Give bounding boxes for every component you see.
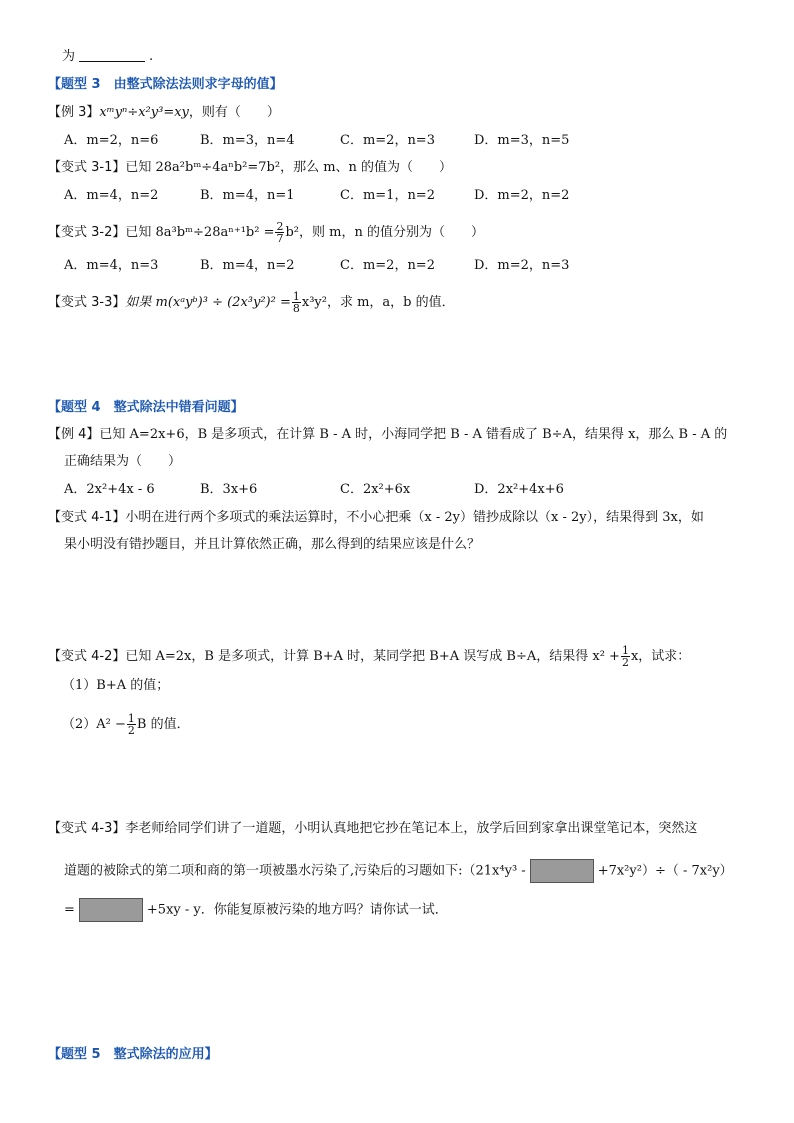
variant-3-3-question: 【变式 3-3】如果 m(xᵃyᵇ)³ ÷ (2x³y²)² = $\frac{1}{8}$ x³y²，求 m，a，b 的值． — [48, 290, 455, 315]
answer-blank — [79, 49, 145, 62]
variant-3-1-option-d: D．m=2，n=2 — [474, 188, 570, 203]
example-3-option-c: C．m=2，n=3 — [340, 133, 435, 148]
example-3-option-b: B．m=3，n=4 — [200, 133, 295, 148]
variant-3-2-option-a: A．m=4，n=3 — [64, 258, 159, 273]
variant-3-1-option-c: C．m=1，n=2 — [340, 188, 435, 203]
example-4-option-b: B．3x+6 — [200, 482, 258, 497]
variant-4-3-question-line-1: 【变式 4-3】李老师给同学们讲了一道题，小明认真地把它抄在笔记本上，放学后回到家拿出课堂笔记本，突然这 — [48, 821, 698, 836]
example-3-option-d: D．m=3，n=5 — [474, 133, 570, 148]
example-4-question-line-2: 正确结果为（ ） — [64, 454, 182, 469]
variant-4-2-question: 【变式 4-2】已知 A=2x，B 是多项式，计算 B+A 时，某同学把 B+A 误写成 B÷A，结果得 x² + $\frac{1}{2}$ x，试求： — [48, 644, 691, 669]
variant-4-2-subquestion-1: （1）B+A 的值； — [62, 678, 170, 693]
fraction: $\frac{2}{7}$ — [276, 220, 284, 245]
top-fill-line: 为 . — [62, 49, 154, 64]
variant-3-2-option-c: C．m=2，n=2 — [340, 258, 435, 273]
variant-4-3-question-line-2: 道题的被除式的第二项和商的第一项被墨水污染了,污染后的习题如下:（21x⁴y³ - +7x²y²）÷（ - 7x²y） — [64, 859, 733, 883]
example-3-question: 【例 3】xᵐyⁿ÷x²y³=xy，则有（ ） — [48, 105, 280, 120]
section-4-heading: 【题型 4 整式除法中错看问题】 — [48, 400, 244, 415]
example-4-option-c: C．2x²+6x — [340, 482, 411, 497]
fraction: $\frac{1}{8}$ — [292, 290, 300, 315]
example-4-option-d: D．2x²+4x+6 — [474, 482, 564, 497]
ink-stain-1 — [530, 859, 594, 883]
section-3-heading: 【题型 3 由整式除法法则求字母的值】 — [48, 77, 283, 92]
variant-4-1-question-line-1: 【变式 4-1】小明在进行两个多项式的乘法运算时，不小心把乘（x - 2y）错抄成除以（x - 2y），结果得到 3x，如 — [48, 510, 704, 525]
ink-stain-2 — [79, 898, 143, 922]
variant-4-2-subquestion-2: （2）A² − $\frac{1}{2}$ B 的值． — [62, 712, 190, 737]
variant-4-1-question-line-2: 果小明没有错抄题目，并且计算依然正确，那么得到的结果应该是什么？ — [64, 537, 481, 552]
variant-4-3-question-line-3: = +5xy - y．你能复原被污染的地方吗？请你试一试． — [64, 898, 448, 922]
variant-3-1-question: 【变式 3-1】已知 28a²bᵐ÷4aⁿb²=7b²，那么 m、n 的值为（ ） — [48, 160, 453, 175]
example-4-question-line-1: 【例 4】已知 A=2x+6，B 是多项式，在计算 B - A 时，小海同学把 B - A 错看成了 B÷A，结果得 x，那么 B - A 的 — [48, 427, 728, 442]
variant-3-1-option-b: B．m=4，n=1 — [200, 188, 295, 203]
variant-3-2-question: 【变式 3-2】已知 8a³bᵐ÷28aⁿ⁺¹b² = $\frac{2}{7}$ b²，则 m，n 的值分别为（ ） — [48, 220, 484, 245]
example-4-option-a: A．2x²+4x - 6 — [64, 482, 155, 497]
section-5-heading: 【题型 5 整式除法的应用】 — [48, 1047, 218, 1062]
fraction: $\frac{1}{2}$ — [127, 712, 135, 737]
example-3-option-a: A．m=2，n=6 — [64, 133, 159, 148]
variant-3-2-option-d: D．m=2，n=3 — [474, 258, 570, 273]
variant-3-1-option-a: A．m=4，n=2 — [64, 188, 159, 203]
fraction: $\frac{1}{2}$ — [621, 644, 629, 669]
variant-3-2-option-b: B．m=4，n=2 — [200, 258, 295, 273]
